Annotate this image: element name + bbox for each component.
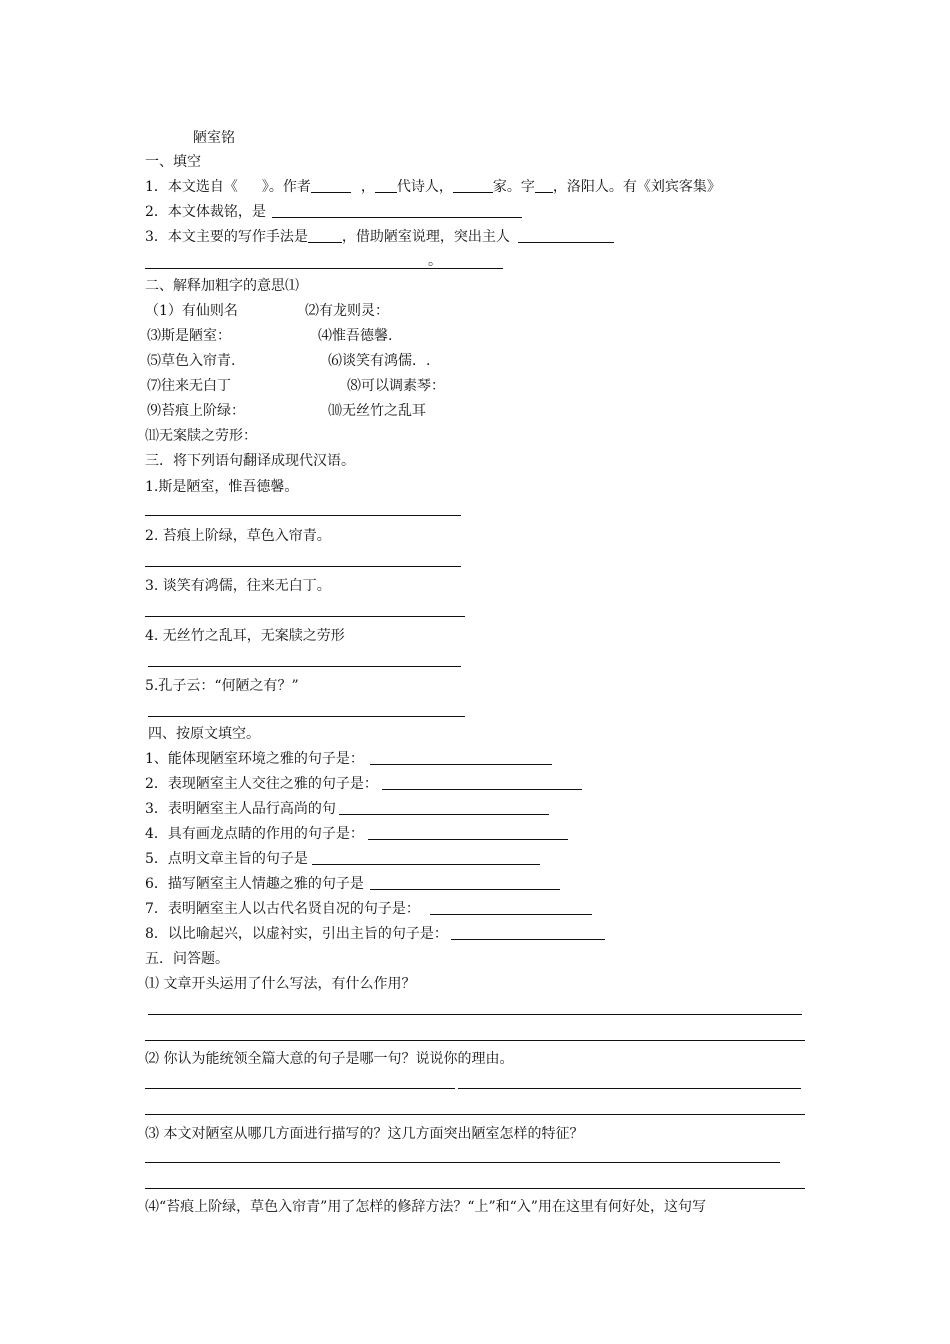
s2-item: ⑸草色入帘青.: [147, 353, 236, 369]
s4-item: 7．表明陋室主人以古代名贤自况的句子是：: [145, 900, 592, 918]
s2-item: ⑽无丝竹之乱耳: [328, 403, 426, 419]
translation-line[interactable]: [148, 666, 461, 667]
technique-blank[interactable]: [308, 228, 342, 243]
s5-question: ⑷“苔痕上阶绿，草色入帘青”用了怎样的修辞方法？“上”和“入”用在这里有何好处，这句写: [145, 1199, 706, 1215]
s1-q3-continuation-line[interactable]: [145, 268, 503, 269]
section-1-heading: 一、填空: [145, 154, 201, 170]
translation-line[interactable]: [145, 515, 461, 516]
answer-line[interactable]: [145, 1188, 805, 1189]
section-5-heading: 五．问答题。: [145, 951, 229, 967]
s1-question-3: 3．本文主要的写作手法是 ，借助陋室说理，突出主人: [145, 228, 614, 246]
s3-sentence: 3. 谈笑有鸿儒，往来无白丁。: [145, 578, 331, 594]
s2-item: ⑹谈笑有鸿儒．.: [328, 353, 431, 369]
answer-line[interactable]: [148, 1014, 802, 1015]
genre-blank[interactable]: [272, 203, 522, 218]
answer-blank[interactable]: [368, 825, 568, 840]
section-4-heading: 四、按原文填空。: [148, 726, 260, 742]
s4-item: 6．描写陋室主人情趣之雅的句子是: [145, 875, 560, 893]
answer-blank[interactable]: [430, 900, 592, 915]
translation-line[interactable]: [145, 616, 465, 617]
answer-blank[interactable]: [312, 850, 540, 865]
dynasty-blank[interactable]: [375, 178, 397, 193]
section-2-heading: 二、解释加粗字的意思⑴: [145, 278, 299, 294]
purpose-blank[interactable]: [518, 228, 614, 243]
answer-line[interactable]: [145, 1114, 805, 1115]
courtesy-name-blank[interactable]: [535, 178, 553, 193]
s4-item: 2．表现陋室主人交往之雅的句子是：: [145, 775, 582, 793]
answer-line[interactable]: [145, 1162, 780, 1163]
s2-item: ⑵有龙则灵：: [305, 303, 389, 319]
answer-blank[interactable]: [370, 875, 560, 890]
s4-item: 5．点明文章主旨的句子是: [145, 850, 540, 868]
s4-item: 4．具有画龙点睛的作用的句子是：: [145, 825, 568, 843]
s4-item: 1、能体现陋室环境之雅的句子是：: [145, 750, 552, 768]
s4-item: 8．以比喻起兴，以虚衬实，引出主旨的句子是：: [145, 925, 605, 943]
answer-blank[interactable]: [339, 800, 549, 815]
answer-line[interactable]: [458, 1088, 801, 1089]
translation-line[interactable]: [148, 716, 465, 717]
answer-blank[interactable]: [382, 775, 582, 790]
s3-sentence: 1.斯是陋室，惟吾德馨。: [145, 479, 299, 495]
s3-sentence: 2. 苔痕上阶绿，草色入帘青。: [145, 528, 331, 544]
s4-item: 3．表明陋室主人品行高尚的句: [145, 800, 549, 818]
page-title: 陋室铭: [193, 130, 235, 146]
s2-item: （1）有仙则名: [145, 303, 238, 319]
s2-item: ⑻可以调素琴：: [347, 378, 445, 394]
s5-question: ⑴ 文章开头运用了什么写法，有什么作用？: [145, 976, 416, 992]
s2-item: ⑺往来无白丁: [147, 378, 231, 394]
s3-sentence: 4. 无丝竹之乱耳，无案牍之劳形: [145, 628, 345, 644]
s5-question: ⑵ 你认为能统领全篇大意的句子是哪一句？说说你的理由。: [145, 1051, 514, 1067]
s5-question: ⑶ 本文对陋室从哪几方面进行描写的？这几方面突出陋室怎样的特征？: [145, 1126, 584, 1142]
answer-line[interactable]: [145, 1088, 455, 1089]
s1-question-2: 2．本文体裁铭，是: [145, 203, 522, 221]
profession-blank[interactable]: [453, 178, 493, 193]
translation-line[interactable]: [145, 566, 461, 567]
s1-q3-period: 。: [428, 253, 442, 269]
s2-item: ⑼苔痕上阶绿：: [147, 403, 245, 419]
s1-question-1: 1．本文选自《 》。作者 ， 代诗人， 家。字 ，洛阳人。有《刘宾客集》: [145, 179, 721, 195]
answer-blank[interactable]: [451, 925, 605, 940]
s2-item: ⑾无案牍之劳形：: [145, 428, 257, 444]
section-3-heading: 三．将下列语句翻译成现代汉语。: [145, 453, 355, 469]
author-blank[interactable]: [311, 178, 351, 193]
answer-blank[interactable]: [370, 750, 552, 765]
s2-item: ⑷惟吾德馨.: [318, 328, 393, 344]
s2-item: ⑶斯是陋室：: [147, 328, 231, 344]
s3-sentence: 5.孔子云：“何陋之有？”: [145, 678, 299, 694]
answer-line[interactable]: [145, 1040, 805, 1041]
